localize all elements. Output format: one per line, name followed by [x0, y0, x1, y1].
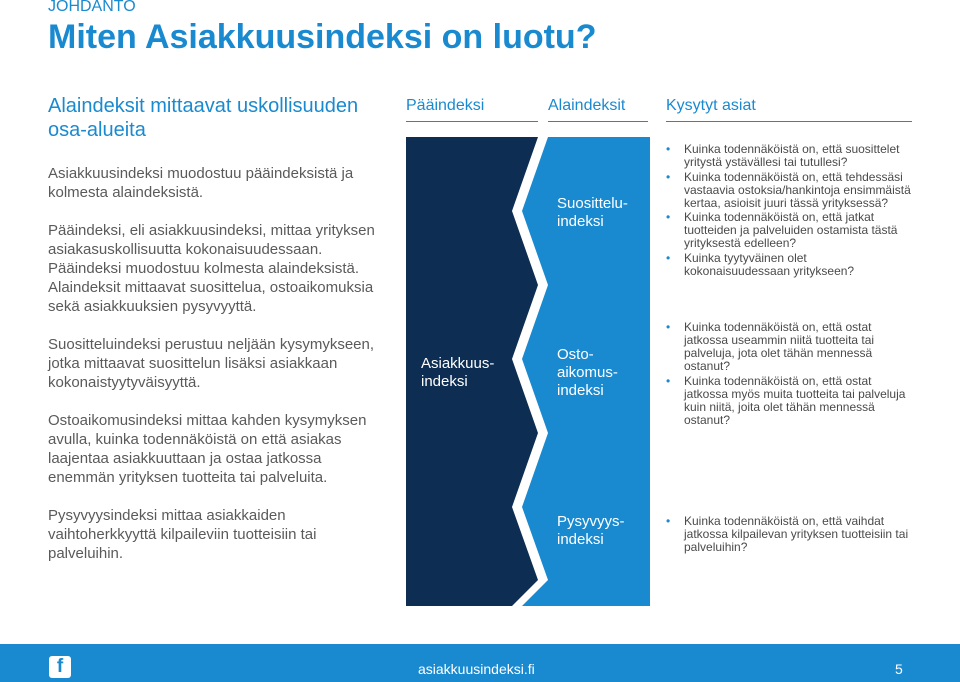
paragraph-intro: Asiakkuusindeksi muodostuu pääindeksistä ja kolmesta alaindeksistä.	[48, 165, 354, 201]
paragraph-recommendation: Suositteluindeksi perustuu neljään kysymykseen, jotka mittaavat suosittelun lisäksi asiakkaan kokonaistyytyväisyyttä.	[48, 336, 375, 391]
column-header-main-index: Pääindeksi	[406, 97, 485, 114]
list-item: • Kuinka todennäköistä on, että jatkat tuotteiden ja palveluiden ostamista tästä yrityksestä edelleen?	[666, 211, 916, 250]
page-number: 5	[895, 661, 903, 677]
list-item: • Kuinka todennäköistä on, että ostat jatkossa useammin niitä tuotteita tai palveluja, jota olet tähän mennessä ostanut?	[666, 321, 916, 373]
section-kicker: JOHDANTO	[48, 0, 136, 15]
questions-retention-list	[666, 515, 916, 556]
left-heading: Alaindeksit mittaavat uskollisuuden osa-alueita	[48, 95, 359, 141]
main-index-label: Asiakkuus- indeksi	[421, 355, 495, 390]
list-item: • Kuinka todennäköistä on, että ostat jatkossa myös muita tuotteita tai palveluja kuin niitä, joita olet tähän mennessä ostanut?	[666, 375, 916, 427]
list-item: • Kuinka todennäköistä on, että suosittelet yritystä ystävällesi tai tutullesi?	[666, 143, 916, 169]
paragraph-main-index: Pääindeksi, eli asiakkuusindeksi, mittaa yrityksen asiakasuskollisuutta kokonaisuudessaan. Pääindeksi muodostuu kolmesta alaindeksistä. Alaindeksit mittaavat suosittelua, ostoaikomuksia sekä asiakkuuksien pysyvyyttä.	[48, 222, 375, 315]
questions-purchase-list	[666, 321, 916, 428]
sub-index-recommendation-label: Suosittelu- indeksi	[557, 195, 628, 230]
sub-index-purchase-label: Osto- aikomus- indeksi	[557, 346, 618, 399]
sub-index-retention-label: Pysyvyys- indeksi	[557, 513, 625, 548]
facebook-icon[interactable]: f	[49, 656, 71, 678]
paragraph-purchase-intent: Ostoaikomusindeksi mittaa kahden kysymyksen avulla, kuinka todennäköistä on että asiakas laajentaa asiakkuuttaan ja ostaa jatkossa enemmän yrityksen tuotteita tai palveluita.	[48, 412, 367, 486]
column-header-questions: Kysytyt asiat	[666, 97, 756, 114]
column-header-sub-indices: Alaindeksit	[548, 97, 626, 114]
list-item: • Kuinka todennäköistä on, että tehdessäsi vastaavia ostoksia/hankintoja ensimmäistä kertaa, asioisit juuri tässä yrityksessä?	[666, 171, 916, 210]
list-item: • Kuinka tyytyväinen olet kokonaisuudessaan yritykseen?	[666, 252, 916, 278]
page-title: Miten Asiakkuusindeksi on luotu?	[48, 18, 597, 56]
footer-bar	[0, 644, 960, 682]
questions-recommendation-list	[666, 143, 916, 279]
list-item: • Kuinka todennäköistä on, että vaihdat jatkossa kilpailevan yrityksen tuotteisiin tai palveluihin?	[666, 515, 916, 554]
footer-site-link[interactable]: asiakkuusindeksi.fi	[418, 661, 535, 677]
paragraph-retention: Pysyvyysindeksi mittaa asiakkaiden vaihtoherkkyyttä kilpaileviin tuotteisiin tai palveluihin.	[48, 507, 317, 562]
